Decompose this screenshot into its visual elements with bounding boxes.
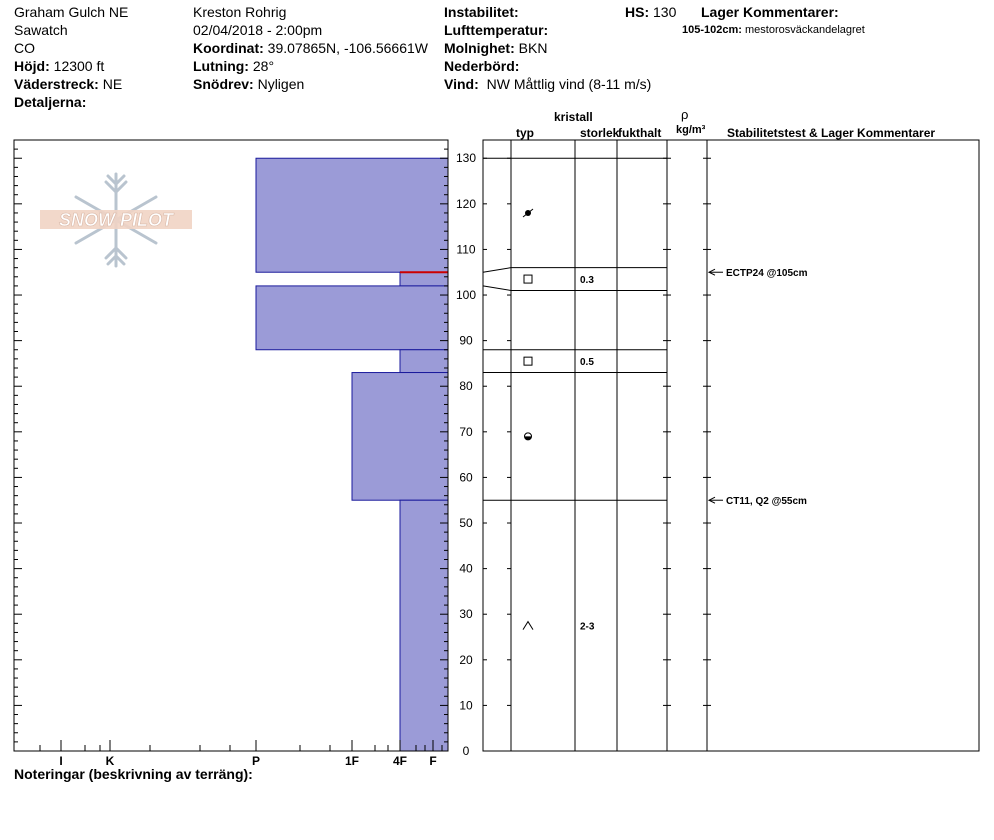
state: CO — [14, 40, 35, 56]
precipitation-label: Nederbörd: — [444, 58, 520, 74]
details-label: Detaljerna: — [14, 94, 87, 110]
wind-label: Vind: — [444, 76, 479, 92]
y-tick-label: 80 — [459, 379, 473, 394]
wind-value: NW Måttlig vind (8-11 m/s) — [486, 76, 652, 92]
depth-hoar-icon — [523, 622, 533, 630]
logo-text: SNOW PILOT — [59, 210, 173, 230]
coordinates-label: Koordinat: — [193, 40, 264, 56]
layer-comment-range: 105-102cm: — [682, 24, 742, 36]
slope-value: 28° — [252, 58, 275, 74]
x-tick-label: P — [251, 754, 261, 768]
hardness-layer-3 — [256, 286, 448, 350]
layer-comments-title: Lager Kommentarer: — [701, 4, 839, 20]
rho-header: ρ — [681, 107, 689, 122]
grain-size-label: 0.3 — [580, 275, 594, 287]
slope-label: Lutning: — [193, 58, 249, 74]
grain-size-label: 0.5 — [580, 357, 594, 369]
hardness-layer-5 — [352, 373, 448, 501]
layer-table-chart — [480, 130, 990, 770]
y-tick-label: 110 — [456, 242, 476, 257]
mountain-range: Sawatch — [14, 22, 68, 38]
x-tick-label: 4F — [392, 754, 408, 768]
hardness-layer-4 — [400, 350, 448, 373]
air-temp-label: Lufttemperatur: — [444, 22, 549, 38]
stability-test-label: CT11, Q2 @55cm — [726, 496, 807, 508]
elevation-label: Höjd: — [14, 58, 50, 74]
hs-value: 130 — [653, 4, 677, 20]
y-tick-label: 0 — [462, 744, 470, 758]
y-tick-label: 40 — [459, 561, 473, 576]
moisture-header: fukthalt — [618, 126, 662, 140]
slope — [193, 58, 274, 75]
instability-label: Instabilitet: — [444, 4, 519, 20]
location-name: Graham Gulch NE — [14, 4, 129, 20]
sky-label: Molnighet: — [444, 40, 515, 56]
wind-loading-label: Snödrev: — [193, 76, 254, 92]
stability-header: Stabilitetstest & Lager Kommentarer — [727, 126, 936, 140]
hardness-layer-2 — [400, 272, 448, 286]
layer-boundary-connector — [483, 286, 511, 291]
sky-value: BKN — [518, 40, 548, 56]
y-tick-label: 100 — [455, 288, 477, 303]
wind — [444, 76, 651, 93]
y-tick-label: 70 — [459, 424, 473, 439]
hardness-profile-chart — [0, 130, 480, 770]
date-time: 02/04/2018 - 2:00pm — [193, 22, 323, 38]
x-tick-label: F — [429, 754, 437, 768]
layer-comment-text: mestorosväckandelagret — [745, 24, 865, 36]
y-tick-label: 20 — [459, 652, 473, 667]
crystal-header: kristall — [554, 110, 593, 124]
hs-label: HS: — [625, 4, 650, 20]
x-tick-label: 1F — [344, 754, 360, 768]
elevation-value: 12300 ft — [53, 58, 105, 74]
y-tick-label: 10 — [459, 698, 473, 713]
y-tick-label: 50 — [459, 516, 473, 531]
y-tick-label: 120 — [455, 196, 477, 211]
wind-loading — [193, 76, 304, 93]
y-tick-label: 130 — [455, 151, 477, 166]
type-header: typ — [516, 126, 534, 140]
hardness-layer-1 — [256, 158, 448, 272]
snow-height — [625, 4, 676, 21]
x-tick-label: K — [105, 754, 115, 768]
coordinates — [193, 40, 428, 57]
wind-loading-value: Nyligen — [257, 76, 305, 92]
stability-test-label: ECTP24 @105cm — [726, 268, 808, 280]
size-header: storlek — [580, 126, 620, 140]
coordinates-value: 39.07865N, -106.56661W — [267, 40, 428, 56]
layer-comment — [682, 24, 865, 37]
y-tick-label: 60 — [459, 470, 473, 485]
faceted-crystal-icon — [524, 275, 532, 283]
faceted-crystal-icon — [524, 357, 532, 365]
aspect-value: NE — [102, 76, 123, 92]
grain-size-label: 2-3 — [580, 621, 595, 633]
elevation — [14, 58, 104, 75]
density-unit-header: kg/m³ — [676, 124, 706, 136]
notes-label: Noteringar (beskrivning av terräng): — [14, 766, 253, 782]
aspect-label: Väderstreck: — [14, 76, 99, 92]
sky-cover — [444, 40, 547, 57]
x-tick-label: I — [59, 754, 63, 768]
layer-boundary-connector — [483, 268, 511, 273]
hardness-layer-6 — [400, 500, 448, 751]
aspect — [14, 76, 122, 93]
y-tick-label: 30 — [459, 607, 473, 622]
layer-table-frame — [483, 140, 979, 751]
y-tick-label: 90 — [459, 333, 473, 348]
observer: Kreston Rohrig — [193, 4, 287, 20]
